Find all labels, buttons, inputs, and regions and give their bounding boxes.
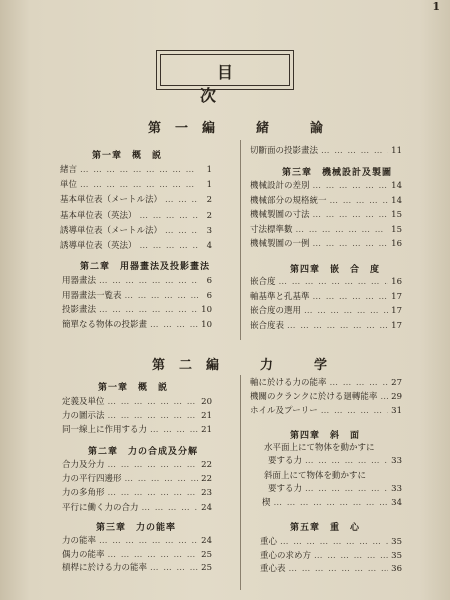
entry-page-number: 22 (201, 460, 212, 470)
page-title: 目 次 (199, 63, 318, 105)
toc-entry[interactable] (62, 562, 212, 574)
leader-dots (105, 410, 198, 422)
entry-label: 誘導単位表（メートル法） (60, 225, 163, 236)
entry-label: 槓桿に於ける力の能率 (62, 563, 148, 573)
leader-dots (105, 459, 198, 471)
entry-page-number: 4 (206, 241, 212, 251)
part1-heading: 第一編 緒 論 (148, 121, 338, 136)
entry-label: ホイル及プーリー (250, 406, 318, 416)
p2-chapter1-heading: 第一章 概 説 (98, 383, 169, 393)
toc-entry[interactable] (250, 224, 402, 236)
toc-entry[interactable] (250, 305, 402, 317)
toc-entry[interactable] (250, 391, 402, 403)
entry-page-number: 23 (201, 488, 212, 499)
entry-page-number: 31 (391, 406, 402, 416)
entry-page-number: 17 (391, 291, 402, 302)
toc-entry[interactable] (250, 238, 402, 250)
entry-page-number: 16 (391, 277, 402, 287)
toc-entry[interactable] (62, 487, 212, 499)
entry-label: 嵌合度表 (250, 320, 285, 331)
toc-entry[interactable]: 要する力 … … … … … … … … … … … … … … … … … … … … 33 (268, 483, 402, 495)
toc-entry[interactable] (62, 424, 212, 436)
entry-label: 基本単位表（メートル法） (60, 195, 163, 206)
entry-page-number: 21 (201, 425, 212, 435)
entry-label: 緒言 (60, 165, 78, 175)
toc-entry[interactable] (62, 319, 212, 331)
toc-entry[interactable] (60, 210, 212, 222)
leader-dots (122, 290, 198, 302)
toc-entry[interactable] (62, 275, 212, 287)
entry-label: 力の多角形 (62, 488, 105, 499)
entry-page-number: 35 (391, 537, 402, 547)
toc-entry[interactable] (260, 563, 402, 575)
toc-entry[interactable] (62, 410, 212, 422)
toc-entry[interactable] (250, 405, 402, 417)
entry-label: 定義及単位 (62, 397, 105, 407)
entry-page-number: 21 (201, 411, 212, 421)
entry-label: 嵌合度 (250, 277, 276, 287)
p2-chapter2-heading: 第二章 力の合成及分解 (88, 447, 199, 457)
entry-page-number: 10 (201, 305, 212, 315)
entry-label: 用器畫法一覧表 (62, 290, 122, 301)
leader-dots (122, 473, 198, 485)
leader-dots (284, 320, 388, 332)
toc-entry[interactable] (250, 180, 402, 192)
leader-dots (318, 405, 388, 417)
toc-entry[interactable]: 楔 … … … … … … … … … … … … … … … … … … … … 34 (262, 497, 402, 509)
leader-dots (162, 194, 198, 206)
part2-heading: 第二編 力 学 (152, 358, 342, 373)
entry-label: 機械製圖の一例 (250, 239, 310, 249)
entry-page-number: 6 (206, 276, 212, 286)
toc-entry[interactable] (250, 377, 402, 389)
entry-label: 重心の求め方 (260, 550, 312, 561)
entry-page-number: 17 (391, 306, 402, 316)
entry-page-number: 25 (201, 549, 212, 560)
leader-dots (105, 487, 198, 499)
leader-dots (327, 377, 388, 389)
entry-label: 偶力の能率 (62, 549, 105, 560)
leader-dots (147, 319, 198, 331)
p2-c4-line1: 水平面上にて物体を動かすに (264, 443, 375, 453)
toc-entry[interactable] (62, 459, 212, 471)
toc-entry[interactable] (250, 320, 402, 332)
entry-page-number: 27 (391, 378, 402, 388)
leader-dots (327, 195, 388, 207)
toc-entry[interactable] (62, 535, 212, 547)
entry-label: 軸基準と孔基準 (250, 291, 310, 302)
leader-dots (77, 179, 198, 191)
entry-label: 同一線上に作用する力 (62, 425, 148, 435)
entry-page-number: 20 (201, 397, 212, 407)
p2-c4-line2: 斜面上にて物体を動かすに (264, 471, 367, 481)
p1-chapter2-heading: 第二章 用器畫法及投影畫法 (80, 262, 211, 272)
toc-entry[interactable] (60, 225, 212, 237)
toc-entry[interactable] (60, 179, 212, 191)
entry-page-number: 35 (391, 550, 402, 561)
toc-entry[interactable]: 要する力 … … … … … … … … … … … … … … … … … … … … 33 (268, 455, 402, 467)
toc-entry[interactable] (62, 304, 212, 316)
entry-label: 重心 (260, 537, 278, 547)
entry-page-number: 15 (391, 210, 402, 220)
entry-page-number: 3 (206, 225, 212, 236)
p2-chapter4-heading: 第四章 斜 面 (290, 431, 361, 441)
entry-label: 寸法標準數 (250, 224, 293, 235)
entry-page-number: 24 (201, 502, 212, 513)
leader-dots (293, 224, 388, 236)
p1-chapter1-heading: 第一章 概 説 (92, 151, 163, 161)
toc-entry[interactable] (62, 290, 212, 302)
toc-entry[interactable] (62, 473, 212, 485)
toc-entry[interactable]: 切斷面の投影畫法 … … … … … … … … … … … … … … … … … … … … 11 (250, 145, 402, 157)
entry-page-number: 24 (201, 536, 212, 546)
leader-dots (137, 210, 198, 222)
entry-label: 力の平行四邊形 (62, 474, 122, 485)
entry-label: 機械部分の規格統一 (250, 195, 327, 206)
p2-chapter5-heading: 第五章 重 心 (290, 523, 361, 533)
title-frame (156, 50, 318, 105)
entry-page-number: 36 (391, 564, 402, 574)
entry-page-number: 22 (201, 474, 212, 485)
leader-dots (137, 240, 198, 252)
leader-dots (310, 209, 388, 221)
entry-page-number: 2 (206, 210, 212, 221)
column-divider (240, 140, 241, 340)
entry-page-number: 25 (201, 563, 212, 573)
toc-entry[interactable] (260, 536, 402, 548)
entry-label: 合力及分力 (62, 460, 105, 470)
leader-dots (310, 291, 388, 303)
entry-page-number: 16 (391, 239, 402, 249)
toc-entry[interactable] (60, 164, 212, 176)
entry-label: 単位 (60, 180, 78, 191)
entry-label: 嵌合度の選用 (250, 306, 302, 316)
leader-dots (96, 275, 198, 287)
leader-dots (310, 238, 388, 250)
leader-dots (277, 536, 388, 548)
entry-page-number: 2 (206, 195, 212, 206)
entry-label: 簡單なる物体の投影畫 (62, 319, 148, 330)
entry-label: 機械設計の差別 (250, 181, 310, 191)
leader-dots (286, 563, 388, 575)
leader-dots (147, 424, 198, 436)
p1-chapter3-heading: 第三章 機械設計及製圖 (282, 168, 393, 178)
entry-label: 平行に働く力の合力 (62, 502, 139, 513)
toc-entry[interactable] (250, 291, 402, 303)
leader-dots (96, 535, 198, 547)
leader-dots (377, 391, 388, 403)
entry-page-number: 15 (391, 224, 402, 235)
p1-chapter4-heading: 第四章 嵌 合 度 (290, 265, 381, 275)
toc-entry[interactable] (62, 549, 212, 561)
leader-dots (77, 164, 198, 176)
toc-entry[interactable] (260, 550, 402, 562)
entry-page-number: 6 (206, 290, 212, 301)
entry-page-number: 14 (391, 195, 402, 206)
entry-label: 力の能率 (62, 536, 97, 546)
toc-entry[interactable] (62, 502, 212, 514)
leader-dots (276, 276, 388, 288)
toc-entry[interactable] (60, 240, 212, 252)
toc-entry[interactable] (250, 276, 402, 288)
leader-dots (105, 549, 198, 561)
entry-label: 軸に於ける力の能率 (250, 378, 327, 388)
entry-label: 機關のクランクに於ける廻轉能率 (250, 392, 378, 402)
leader-dots (301, 305, 388, 317)
entry-page-number: 1 (206, 165, 212, 175)
leader-dots (310, 180, 388, 192)
entry-label: 投影畫法 (62, 305, 97, 315)
entry-page-number: 10 (201, 319, 212, 330)
entry-page-number: 29 (391, 392, 402, 402)
leader-dots (162, 225, 198, 237)
entry-label: 重心表 (260, 564, 286, 574)
leader-dots (311, 550, 388, 562)
toc-entry[interactable] (250, 209, 402, 221)
leader-dots (96, 304, 198, 316)
entry-label: 用器畫法 (62, 276, 97, 286)
leader-dots (105, 396, 198, 408)
toc-entry[interactable] (250, 195, 402, 207)
entry-page-number: 14 (391, 181, 402, 191)
entry-label: 機械製圖の寸法 (250, 210, 310, 220)
entry-label: 力の圖示法 (62, 411, 105, 421)
entry-label: 誘導単位表（英法） (60, 241, 137, 251)
entry-page-number: 17 (391, 320, 402, 331)
toc-entry[interactable] (60, 194, 212, 206)
page-number: 1 (432, 0, 440, 13)
leader-dots (147, 562, 198, 574)
leader-dots (139, 502, 198, 514)
entry-label: 基本単位表（英法） (60, 210, 137, 221)
column-divider-2 (240, 375, 241, 590)
toc-entry[interactable] (62, 396, 212, 408)
entry-page-number: 1 (206, 180, 212, 191)
p2-chapter3-heading: 第三章 力の能率 (96, 523, 177, 533)
